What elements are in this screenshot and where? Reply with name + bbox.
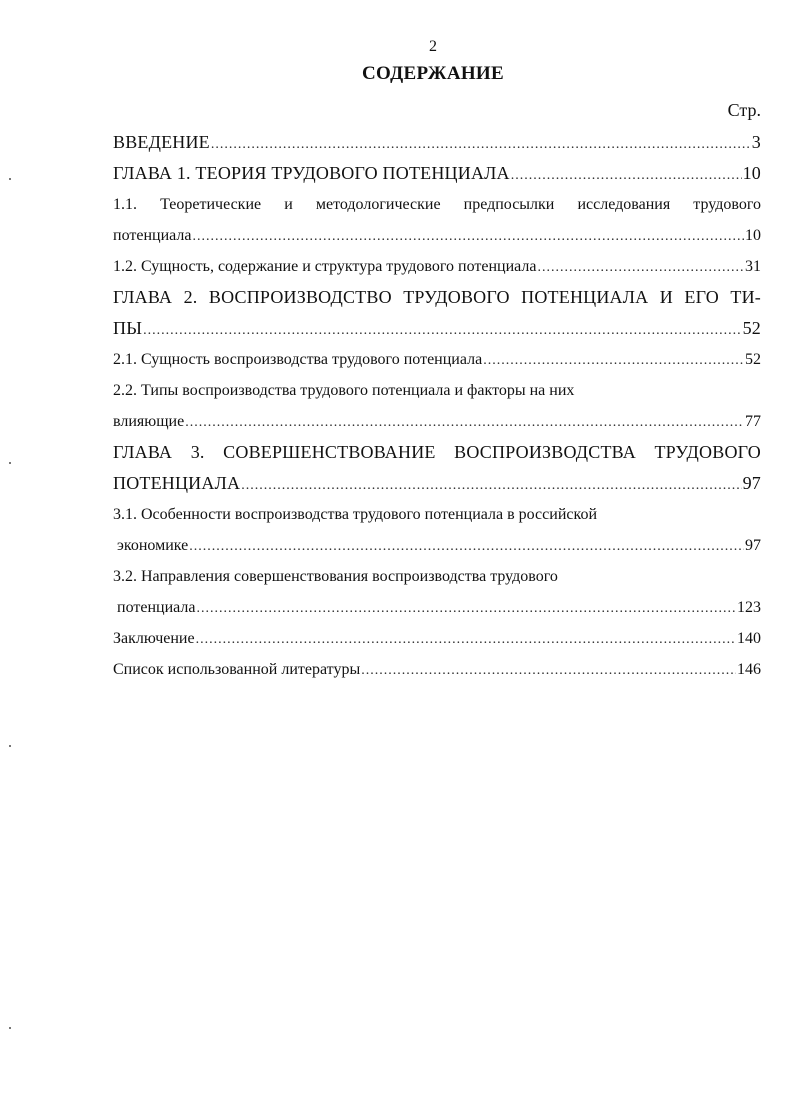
toc-entry-conclusion[interactable] — [113, 623, 761, 654]
scan-mark — [9, 1027, 11, 1029]
toc-entry-title: Список использованной литературы — [113, 661, 361, 678]
toc-entry-title: 2.2. Типы воспроизводства трудового потенциала и факторы на них — [113, 382, 575, 399]
toc-entry-page: 146 — [737, 661, 761, 678]
toc-entry-intro[interactable] — [113, 127, 761, 158]
page-number: 2 — [429, 38, 437, 55]
toc-entry-chapter-1[interactable] — [113, 158, 761, 189]
toc-entry-title: 3.2. Направления совершенствования воспроизводства трудового — [113, 568, 558, 585]
toc-entry-section-2-2[interactable] — [113, 375, 761, 437]
toc-entry-title: 1.2. Сущность, содержание и структура трудового потенциала — [113, 258, 537, 275]
toc-entry-chapter-3[interactable] — [113, 437, 761, 499]
toc-entry-page: 97 — [745, 537, 761, 554]
scan-mark — [9, 462, 11, 464]
toc-entry-title: 2.1. Сущность воспроизводства трудового потенциала — [113, 351, 483, 368]
toc-entry-page: 77 — [745, 413, 761, 430]
toc-entry-title: ГЛАВА 3. СОВЕРШЕНСТВОВАНИЕ ВОСПРОИЗВОДСТВА ТРУДОВОГО — [113, 442, 761, 462]
toc-entry-bibliography[interactable] — [113, 654, 761, 685]
dot-leader — [241, 470, 741, 501]
scan-mark — [9, 178, 11, 180]
dot-leader — [192, 221, 744, 252]
page-column-label: Стр. — [727, 100, 761, 120]
toc-entry-page: 3 — [751, 132, 761, 152]
toc-entry-chapter-2[interactable] — [113, 282, 761, 344]
toc-entry-title: Заключение — [113, 630, 195, 647]
toc-entry-section-3-1[interactable] — [113, 499, 761, 561]
dot-leader — [537, 252, 744, 283]
toc-entry-title: ГЛАВА 1. ТЕОРИЯ ТРУДОВОГО ПОТЕНЦИАЛА — [113, 163, 510, 183]
toc-entry-section-2-1[interactable] — [113, 344, 761, 375]
toc-entry-title-continued: ПОТЕНЦИАЛА — [113, 473, 241, 493]
dot-leader — [361, 655, 736, 686]
toc-entry-page: 31 — [745, 258, 761, 275]
dot-leader — [185, 407, 744, 438]
table-of-contents — [113, 127, 761, 685]
page-title: СОДЕРЖАНИЕ — [362, 63, 504, 84]
toc-entry-title: 1.1. Теоретические и методологические предпосылки исследования трудового — [113, 196, 761, 213]
dot-leader — [196, 624, 736, 655]
toc-entry-section-1-2[interactable] — [113, 251, 761, 282]
toc-entry-title: 3.1. Особенности воспроизводства трудового потенциала в российской — [113, 506, 598, 523]
toc-entry-title-continued: потенциала — [113, 599, 196, 616]
toc-entry-page: 10 — [742, 163, 761, 183]
toc-entry-page: 52 — [745, 351, 761, 368]
dot-leader — [483, 345, 744, 376]
toc-entry-title-continued: ПЫ — [113, 318, 143, 338]
toc-entry-page: 97 — [742, 473, 761, 493]
toc-entry-title-continued: влияющие — [113, 413, 185, 430]
toc-entry-title-continued: экономике — [113, 537, 189, 554]
scan-mark — [9, 745, 11, 747]
dot-leader — [196, 593, 736, 624]
dot-leader — [189, 531, 744, 562]
toc-entry-title-continued: потенциала — [113, 227, 192, 244]
toc-entry-title: ГЛАВА 2. ВОСПРОИЗВОДСТВО ТРУДОВОГО ПОТЕНЦИАЛА И ЕГО ТИ- — [113, 287, 761, 307]
dot-leader — [511, 160, 742, 191]
toc-entry-section-1-1[interactable] — [113, 189, 761, 251]
toc-entry-title: ВВЕДЕНИЕ — [113, 132, 210, 152]
toc-entry-section-3-2[interactable] — [113, 561, 761, 623]
toc-entry-page: 140 — [737, 630, 761, 647]
toc-entry-page: 10 — [745, 227, 761, 244]
toc-entry-page: 52 — [742, 318, 761, 338]
toc-entry-page: 123 — [737, 599, 761, 616]
dot-leader — [211, 129, 751, 160]
dot-leader — [143, 315, 741, 346]
